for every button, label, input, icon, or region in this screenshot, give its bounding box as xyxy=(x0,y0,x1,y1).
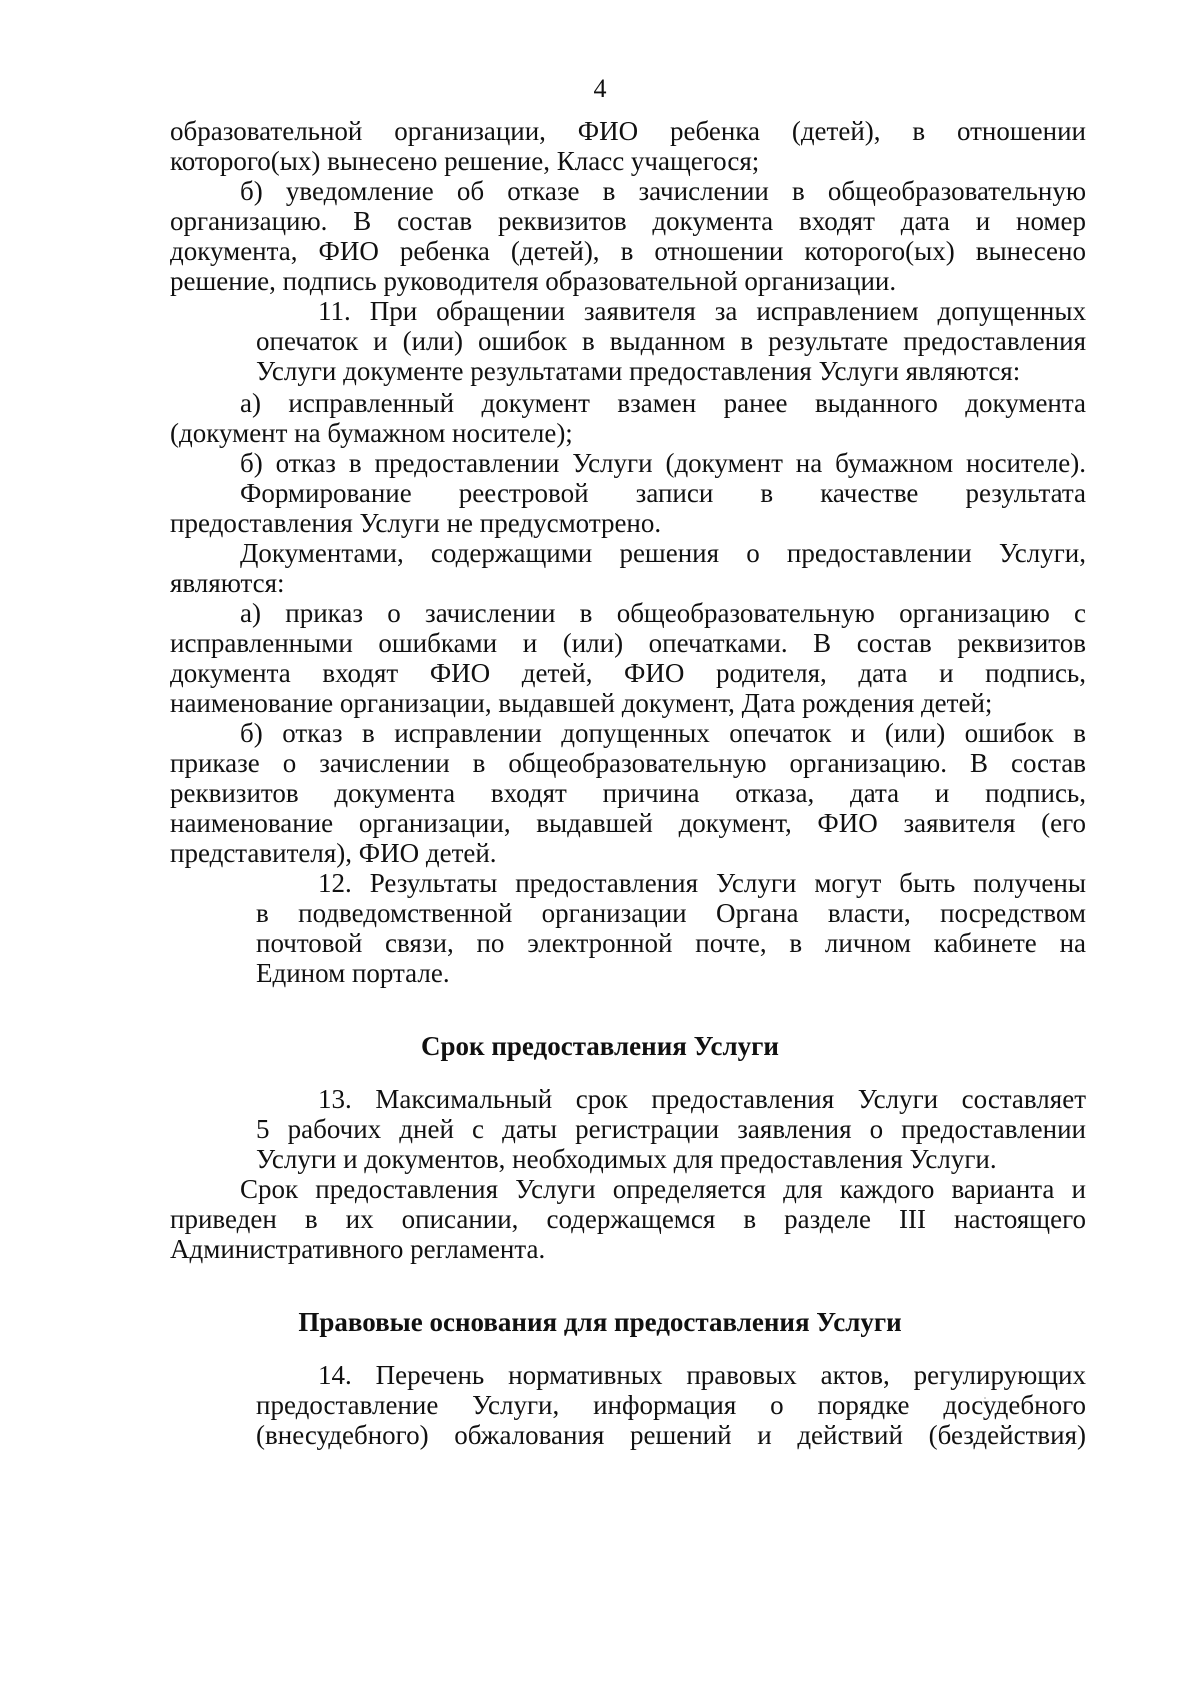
text-line: наименование организации, выдавшей документ, ФИО заявителя (его xyxy=(170,808,1086,838)
text-line: реквизитов документа входят причина отказа, дата и подпись, xyxy=(170,778,1086,808)
page-number: 4 xyxy=(593,74,607,103)
text-line: Услуги документе результатами предоставления Услуги являются: xyxy=(256,356,1021,386)
text-line: документа, ФИО ребенка (детей), в отношении которого(ых) вынесено xyxy=(170,236,1086,266)
text-line: а) приказ о зачислении в общеобразовательную организацию с xyxy=(240,598,1086,628)
text-line: 13. Максимальный срок предоставления Услуги составляет xyxy=(318,1084,1086,1114)
text-line: 12. Результаты предоставления Услуги могут быть получены xyxy=(318,868,1086,898)
text-line: предоставление Услуги, информация о порядке досудебного xyxy=(256,1390,1086,1420)
text-line: Документами, содержащими решения о предоставлении Услуги, xyxy=(240,538,1086,568)
text-line: наименование организации, выдавшей документ, Дата рождения детей; xyxy=(170,688,993,718)
text-line: Административного регламента. xyxy=(170,1234,546,1264)
text-line: приведен в их описании, содержащемся в разделе III настоящего xyxy=(170,1204,1086,1234)
section-heading: Правовые основания для предоставления Услуги xyxy=(298,1307,902,1337)
text-line: документа входят ФИО детей, ФИО родителя, дата и подпись, xyxy=(170,658,1086,688)
text-line: б) отказ в предоставлении Услуги (документ на бумажном носителе). xyxy=(240,448,1086,478)
text-line: (документ на бумажном носителе); xyxy=(170,418,573,448)
text-line: 11. При обращении заявителя за исправлением допущенных xyxy=(318,296,1086,326)
text-line: 5 рабочих дней с даты регистрации заявления о предоставлении xyxy=(256,1114,1086,1144)
text-line: являются: xyxy=(170,568,285,598)
text-line: б) уведомление об отказе в зачислении в общеобразовательную xyxy=(240,176,1086,206)
text-line: Услуги и документов, необходимых для предоставления Услуги. xyxy=(256,1144,997,1174)
text-line: б) отказ в исправлении допущенных опечаток и (или) ошибок в xyxy=(240,718,1086,748)
text-line: почтовой связи, по электронной почте, в личном кабинете на xyxy=(256,928,1086,958)
text-line: представителя), ФИО детей. xyxy=(170,838,497,868)
text-line: Формирование реестровой записи в качестве результата xyxy=(240,478,1086,508)
text-line: Срок предоставления Услуги определяется для каждого варианта и xyxy=(240,1174,1086,1204)
text-line: образовательной организации, ФИО ребенка (детей), в отношении xyxy=(170,116,1086,146)
text-line: решение, подпись руководителя образовательной организации. xyxy=(170,266,897,296)
section-heading: Срок предоставления Услуги xyxy=(421,1031,779,1061)
text-line: в подведомственной организации Органа власти, посредством xyxy=(256,898,1086,928)
text-line: 14. Перечень нормативных правовых актов, регулирующих xyxy=(318,1360,1086,1390)
text-line: организацию. В состав реквизитов документа входят дата и номер xyxy=(170,206,1086,236)
text-line: Едином портале. xyxy=(256,958,450,988)
text-line: приказе о зачислении в общеобразовательную организацию. В состав xyxy=(170,748,1086,778)
text-line: опечаток и (или) ошибок в выданном в результате предоставления xyxy=(256,326,1086,356)
text-line: а) исправленный документ взамен ранее выданного документа xyxy=(240,388,1086,418)
text-line: (внесудебного) обжалования решений и действий (бездействия) xyxy=(256,1420,1086,1450)
text-line: исправленными ошибками и (или) опечатками. В состав реквизитов xyxy=(170,628,1086,658)
text-line: предоставления Услуги не предусмотрено. xyxy=(170,508,662,538)
text-line: которого(ых) вынесено решение, Класс учащегося; xyxy=(170,146,760,176)
